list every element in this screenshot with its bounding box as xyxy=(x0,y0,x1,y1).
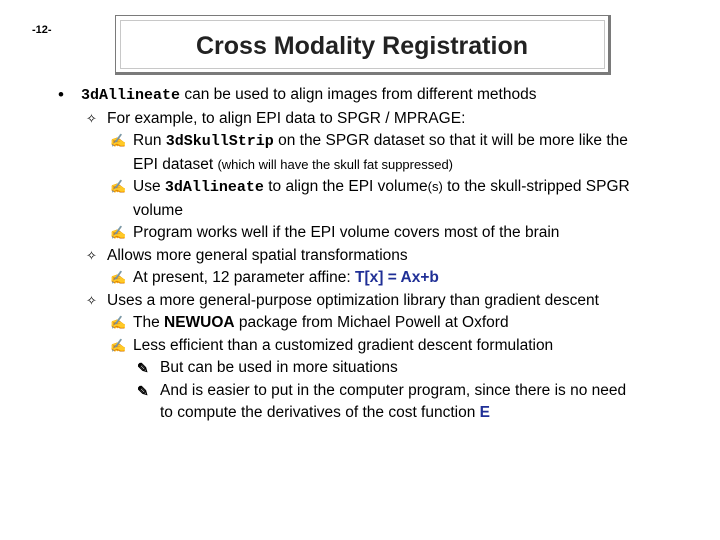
slide-number: -12- xyxy=(32,24,52,36)
bullet-text: EPI dataset xyxy=(133,155,218,173)
code-3dskullstrip: 3dSkullStrip xyxy=(165,133,274,150)
cost-function-symbol: E xyxy=(479,404,490,421)
sub-sub-bullet-less-efficient xyxy=(0,335,720,358)
bullet-text: to compute the derivatives of the cost function xyxy=(160,404,480,421)
sub-bullet-example xyxy=(0,108,720,131)
pen-bullet-icon: ✍ xyxy=(110,133,127,148)
bullet-text: And is easier to put in the computer program, since there is no need xyxy=(160,381,627,399)
bullet-3dallineate xyxy=(0,84,720,108)
sub-sub-bullet-program-works xyxy=(0,222,720,245)
bullet-text: For example, to align EPI data to SPGR / MPRAGE: xyxy=(107,109,466,127)
level4-bullet-easier xyxy=(0,380,720,403)
bullet-text: to align the EPI volume xyxy=(263,178,428,195)
bullet-text: Use xyxy=(133,178,165,195)
sub-sub-bullet-use-allineate xyxy=(0,176,720,200)
pen-bullet-icon: ✍ xyxy=(110,337,127,353)
bullet-text: on the SPGR dataset so that it will be more like the xyxy=(273,132,628,149)
slide-content xyxy=(0,84,720,425)
sub-bullet-optimization xyxy=(0,290,720,313)
bullet-text: package from Michael Powell at Oxford xyxy=(234,314,509,331)
sub-sub-bullet-affine xyxy=(0,267,720,290)
sub-sub-bullet-skullstrip xyxy=(0,130,720,154)
pencil-bullet-icon: ✎ xyxy=(137,360,149,376)
bullet-text: At present, 12 parameter affine: xyxy=(133,269,356,286)
newuoa-name: NEWUOA xyxy=(164,314,235,331)
diamond-bullet-icon: ✧ xyxy=(86,110,97,126)
sub-bullet-transformations xyxy=(0,245,720,268)
bullet-text: But can be used in more situations xyxy=(160,359,398,376)
sub-sub-bullet-newuoa xyxy=(0,312,720,335)
diamond-bullet-icon: ✧ xyxy=(86,247,97,263)
bullet-text: volume xyxy=(133,201,183,219)
affine-formula: T[x] = Ax+b xyxy=(355,269,439,286)
code-3dallineate: 3dAllineate xyxy=(164,179,264,196)
bullet-text: Program works well if the EPI volume covers most of the brain xyxy=(133,224,560,241)
pen-bullet-icon: ✍ xyxy=(110,179,127,194)
pen-bullet-icon: ✍ xyxy=(110,315,127,330)
bullet-text: Uses a more general-purpose optimization library than gradient descent xyxy=(107,291,599,309)
bullet-text: Run xyxy=(133,132,166,149)
bullet-text: can be used to align images from different methods xyxy=(180,86,537,103)
bullet-note: (s) xyxy=(427,179,443,194)
pen-bullet-icon: ✍ xyxy=(110,270,127,285)
pen-bullet-icon: ✍ xyxy=(110,225,127,240)
bullet-text: Less efficient than a customized gradient descent formulation xyxy=(133,336,554,354)
pencil-bullet-icon: ✎ xyxy=(137,382,149,399)
continuation-line xyxy=(0,402,720,425)
continuation-line xyxy=(0,154,720,177)
title-box xyxy=(115,15,611,75)
bullet-dot-icon: • xyxy=(58,85,64,104)
code-3dallineate: 3dAllineate xyxy=(81,87,181,104)
diamond-bullet-icon: ✧ xyxy=(86,292,97,308)
continuation-line xyxy=(0,200,720,223)
bullet-text: to the skull-stripped SPGR xyxy=(442,178,630,195)
bullet-text: The xyxy=(133,314,165,331)
bullet-text: Allows more general spatial transformations xyxy=(107,246,408,264)
slide-title: Cross Modality Registration xyxy=(196,31,528,60)
level4-bullet-situations xyxy=(0,357,720,380)
bullet-note: (which will have the skull fat suppressed) xyxy=(217,156,454,172)
